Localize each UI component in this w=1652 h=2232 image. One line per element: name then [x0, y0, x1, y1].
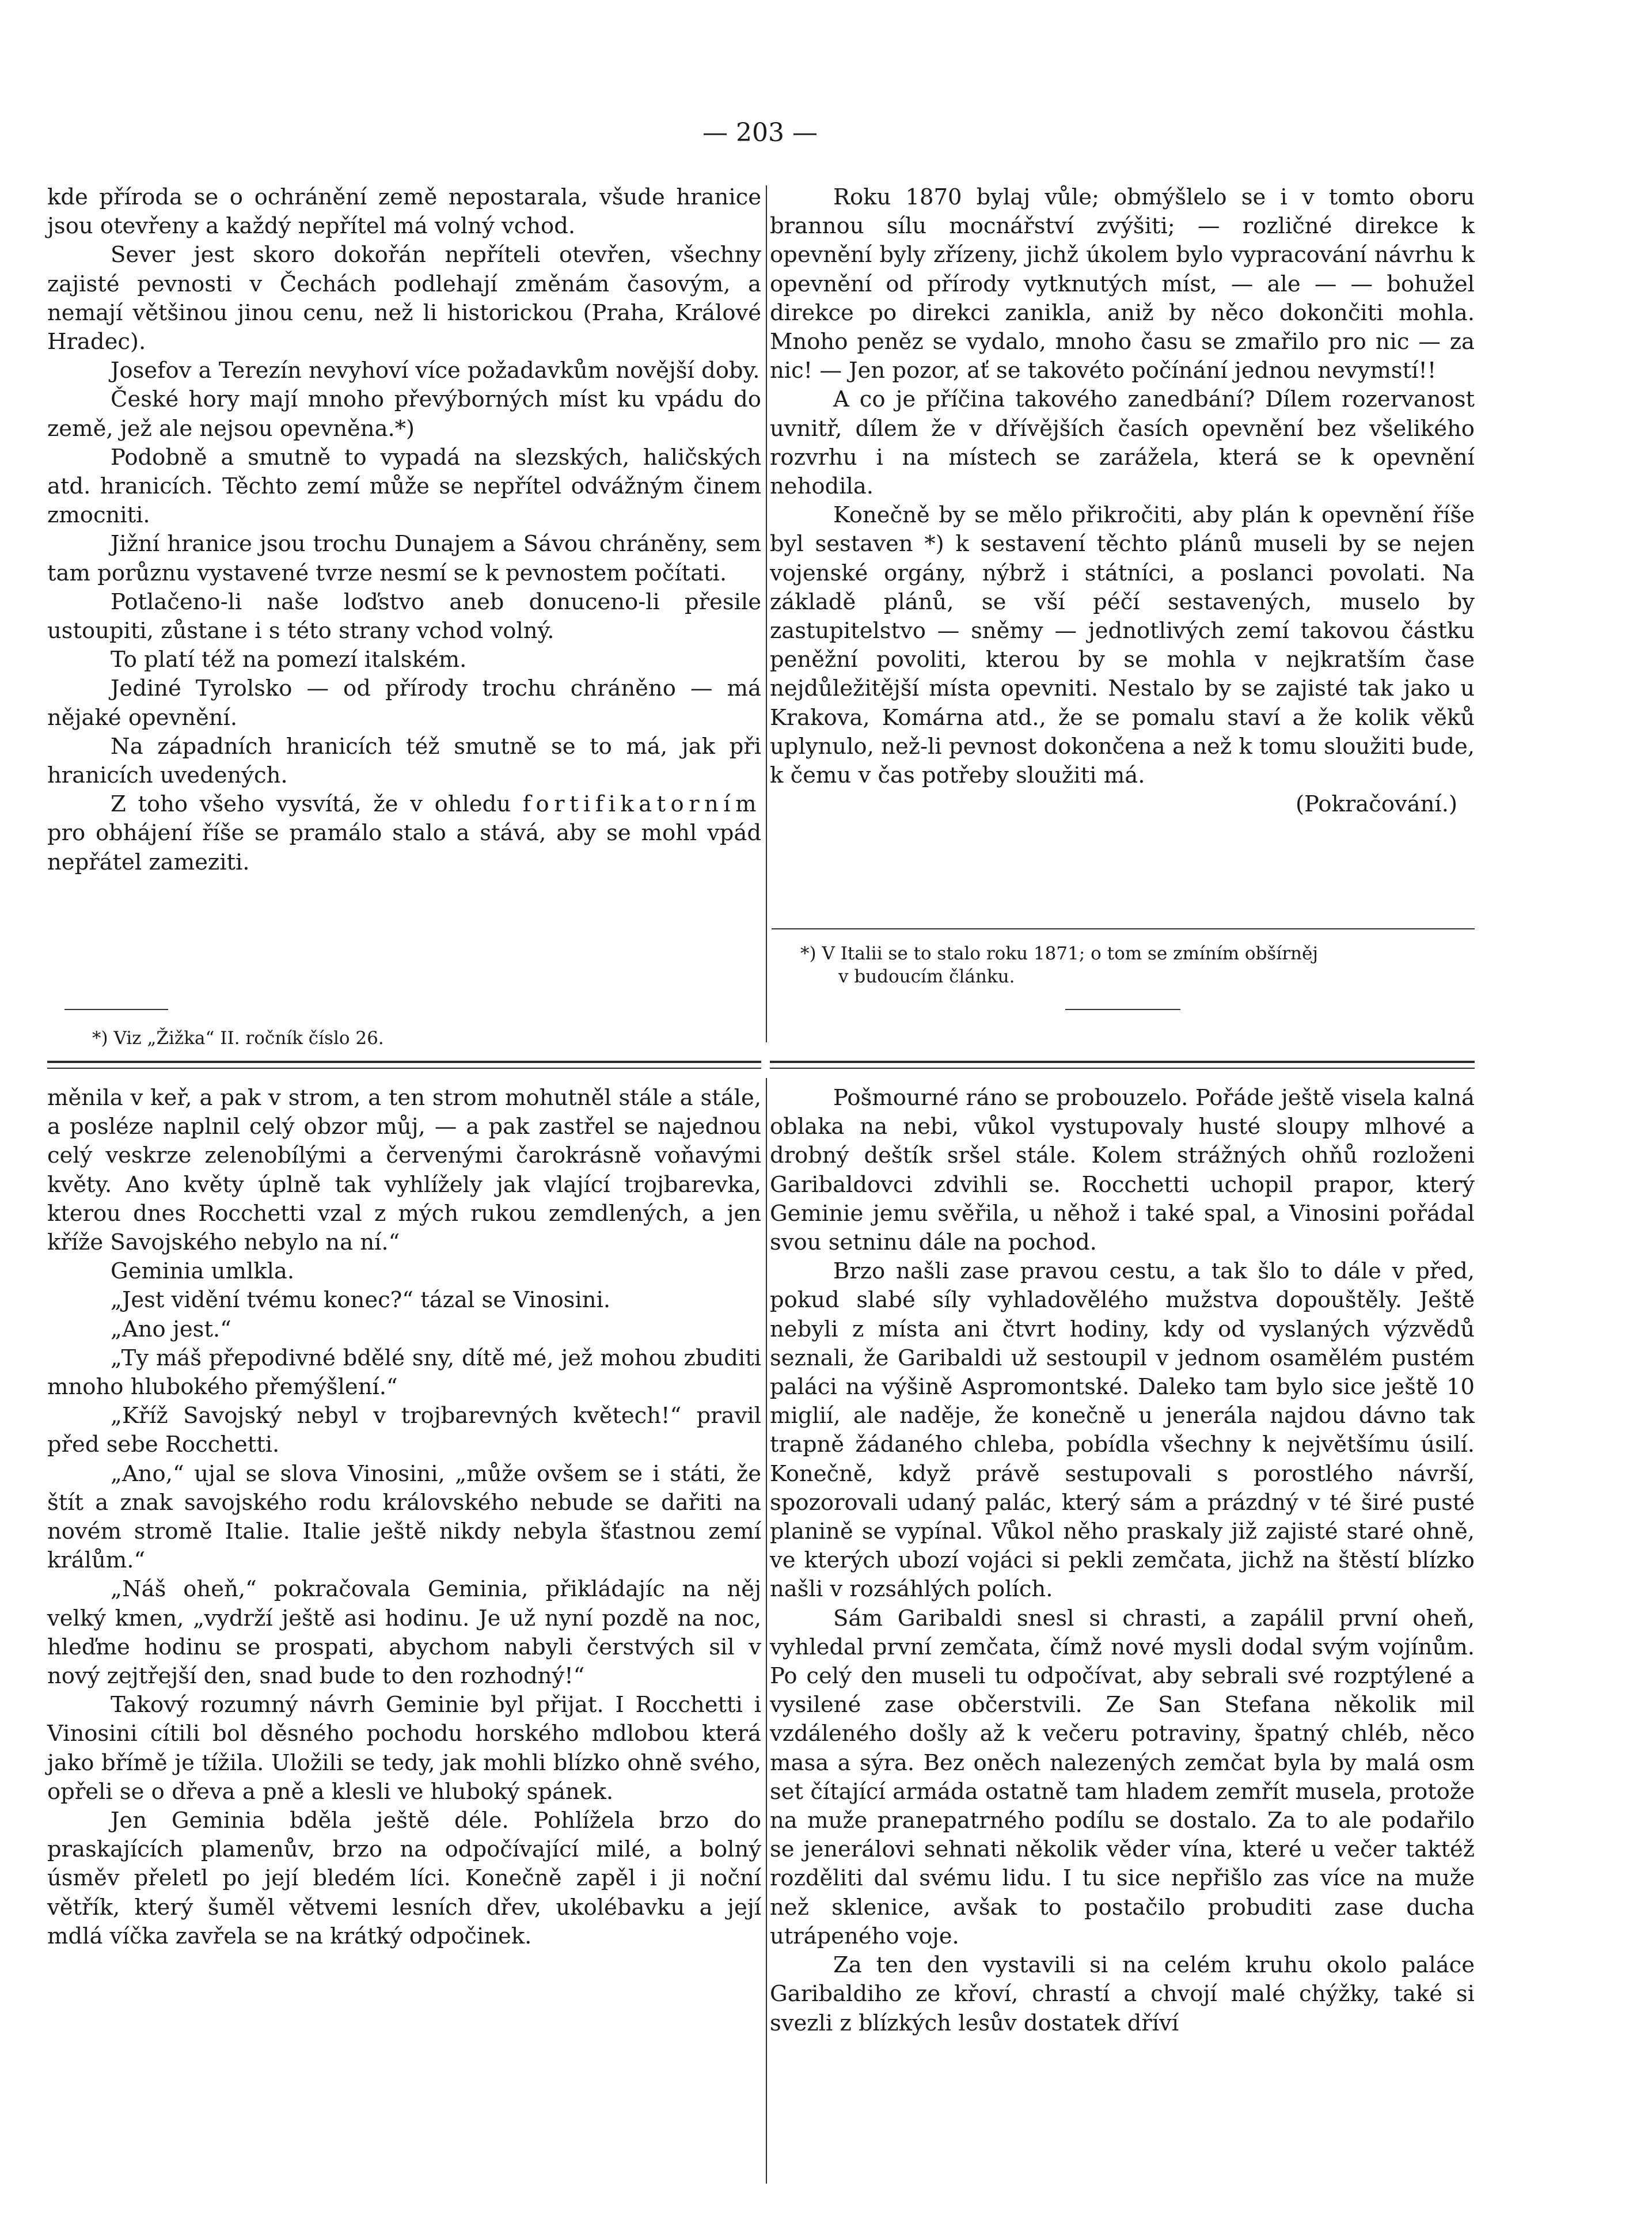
- story-column-bottom-left: [47, 1084, 761, 1951]
- paragraph: Roku 1870 bylaj vůle; obmýšlelo se i v tomto oboru brannou sílu mocnářství zvýšiti; — rozličné direkce k opevnění byly zřízeny, jichž úkolem bylo vypracování návrhu k opevnění od přírody vytknutých míst, — ale — — bohužel direkce po direkci zanikla, aniž by něco dokončiti mohla. Mnoho peněz se vydalo, mnoho času se zmařilo pro nic — za nic! — Jen pozor, ať se takovéto počínání jednou nevymstí!!: [770, 184, 1475, 384]
- paragraph: „Ano,“ ujal se slova Vinosini, „může ovšem se i státi, že štít a znak savojského rodu královského nebude se dařiti na novém stromě Italie. Italie ještě nikdy nebyla šťastnou zemí králům.“: [47, 1460, 761, 1574]
- paragraph: Brzo našli zase pravou cestu, a tak šlo to dále v před, pokud slabé síly vyhladovělého mužstva dopouštěly. Ještě nebyli z místa ani čtvrt hodiny, kdy od vyslaných výzvědů seznali, že Garibaldi už sestoupil v jednom osamělém pustém paláci na výšině Aspromontské. Daleko tam bylo sice ještě 10 miglií, ale naděje, že konečně u jenerála najdou dávno tak trapně žádaného chleba, pobídla všechny k největšímu úsilí. Konečně, když právě sestupovali s porostlého návrší, spozorovali udaný palác, který sám a prázdný v té širé pusté planině se vypínal. Vůkol něho praskaly již zajisté staré ohně, ve kterých ubozí vojáci si pekli zemčata, jichž na štěstí blízko našli v rozsáhlých polích.: [770, 1258, 1475, 1603]
- section-divider-left-thick: [47, 1061, 761, 1063]
- article-column-top-left: [47, 183, 761, 877]
- paragraph: To platí též na pomezí italském.: [111, 647, 467, 673]
- paragraph: Na západních hranicích též smutně se to má, jak při hranicích uvedených.: [47, 733, 761, 789]
- paragraph-conclusion: [47, 790, 761, 877]
- paragraph: Pošmourné ráno se probouzelo. Pořáde ještě visela kalná oblaka na nebi, vůkol vystupovaly husté sloupy mlhové a drobný deštík sršel stále. Kolem strážných ohňů rozloženi Garibaldovci zdvihli se. Rocchetti uchopil prapor, který Geminie jemu svěřila, u něhož i také spal, a Vinosini pořádal svou setninu dále na pochod.: [770, 1085, 1475, 1256]
- paragraph: A co je příčina takového zanedbání? Dílem rozervanost uvnitř, dílem že v dřívějších časích opevnění bez všelikého rozvrhu i na místech se zarážela, která se k opevnění nehodila.: [770, 386, 1475, 500]
- paragraph: Sever jest skoro dokořán nepříteli otevřen, všechny zajisté pevnosti v Čechách podlehají změnám časovým, a nemají většinou jinou cenu, než li historickou (Praha, Králové Hradec).: [47, 242, 761, 355]
- continued-note: (Pokračování.): [1295, 791, 1457, 818]
- page-number: — 203 —: [702, 118, 818, 147]
- paragraph: Za ten den vystavili si na celém kruhu okolo paláce Garibaldiho ze křoví, chrastí a chvojí malé chýžky, také si svezli z blízkých lesův dostatek dříví: [770, 1952, 1475, 2036]
- paragraph: „Jest vidění tvému konec?“ tázal se Vinosini.: [111, 1287, 611, 1314]
- article-column-top-right: [770, 183, 1475, 819]
- paragraph-text: pro obhájení říše se pramálo stalo a stává, aby se mohl vpád nepřátel zameziti.: [47, 820, 761, 875]
- footnote-rule-right-bottom: [1065, 1009, 1180, 1010]
- column-divider-bottom: [766, 1078, 767, 2184]
- paragraph: Potlačeno-li naše loďstvo aneb donuceno-li přesile ustoupiti, zůstane i s této strany vchod volný.: [47, 589, 761, 644]
- footnote-rule-right-top: [772, 928, 1475, 929]
- paragraph: „Kříž Savojský nebyl v trojbarevných květech!“ pravil před sebe Rocchetti.: [47, 1403, 761, 1458]
- paragraph: Josefov a Terezín nevyhoví více požadavkům novější doby.: [111, 358, 760, 384]
- paragraph: Sám Garibaldi snesl si chrasti, a zapálil první oheň, vyhledal první zemčata, čímž nové mysli dodal svým vojínům. Po celý den museli tu odpočívat, aby sebrali své rozptýlené a vysilené zase občerstvili. Ze San Stefana několik mil vzdáleného došly až k večeru potraviny, špatný chléb, něco masa a sýra. Bez oněch nalezených zemčat byla by malá osm set čítající armáda ostatně tam hladem zemřít musela, protože na muže pranepatrného podílu se dostalo. Za to ale podařilo se jenerálovi sehnati několik věder vína, které u večer taktéž rozděliti dal svému lidu. I tu sice nepřišlo zas více na muže než sklenice, avšak to postačilo probuditi zase ducha utrápeného voje.: [770, 1605, 1475, 1949]
- footnote-rule-left: [64, 1009, 168, 1010]
- footnote-left: *) Viz „Žižka“ II. ročník číslo 26.: [92, 1028, 384, 1049]
- paragraph: Konečně by se mělo přikročiti, aby plán k opevnění říše byl sestaven *) k sestavení těchto plánů museli by se nejen vojenské orgány, nýbrž i státníci, a poslanci povolati. Na základě plánů, se vší péčí sestavených, muselo by zastupitelstvo — sněmy — jednotlivých zemí takovou částku peněžní povoliti, kterou by se mohla v nejkratším čase nejdůležitější místa opevniti. Nestalo by se zajisté tak jako u Krakova, Komárna atd., že se pomalu staví a že kolik věků uplynulo, než-li pevnost dokončena a než k tomu sloužiti bude, k čemu v čas potřeby sloužiti má.: [770, 502, 1475, 789]
- paragraph: „Ano jest.“: [111, 1316, 231, 1342]
- paragraph: Jižní hranice jsou trochu Dunajem a Sávou chráněny, sem tam porůznu vystavené tvrze nesmí se k pevnostem počítati.: [47, 531, 761, 586]
- footnote-line: v budoucím článku.: [838, 966, 1015, 987]
- paragraph: „Ty máš přepodivné bdělé sny, dítě mé, jež mohou zbuditi mnoho hlubokého přemýšlení.“: [47, 1345, 761, 1400]
- paragraph: měnila v keř, a pak v strom, a ten strom mohutněl stále a stále, a posléze naplnil celý obzor můj, — a pak zastřel se najednou celý veskrze zelenobílými a červenými čarokrásně voňavými květy. Ano květy úplně tak vyhlížely jak vlající trojbarevka, kterou dnes Rocchetti vzal z mých rukou zemdlených, a jen kříže Savojského nebylo na ní.“: [47, 1085, 761, 1256]
- emphasized-word: fortifikatorním: [522, 791, 761, 818]
- section-divider-right-thick: [770, 1061, 1475, 1063]
- paragraph: Jediné Tyrolsko — od přírody trochu chráněno — má nějaké opevnění.: [47, 675, 761, 731]
- paragraph: Geminia umlkla.: [111, 1258, 295, 1285]
- paragraph: Podobně a smutně to vypadá na slezských, haličských atd. hranicích. Těchto zemí může se nepřítel odvážným činem zmocniti.: [47, 444, 761, 529]
- paragraph: kde příroda se o ochránění země nepostarala, všude hranice jsou otevřeny a každý nepřítel má volný vchod.: [47, 184, 761, 240]
- column-divider-top: [766, 185, 767, 1042]
- section-divider-left-thin: [47, 1068, 761, 1069]
- footnote-line: *) V Italii se to stalo roku 1871; o tom se zmíním obšírněj: [800, 943, 1318, 964]
- story-column-bottom-right: [770, 1084, 1475, 2038]
- section-divider-right-thin: [770, 1068, 1475, 1069]
- footnote-right: [800, 942, 1468, 988]
- paragraph: Jen Geminia bděla ještě déle. Pohlížela brzo do praskajících plamenův, brzo na odpočívající milé, a bolný úsměv přeletl po její bledém líci. Konečně zapěl i ji noční větřík, který šuměl větvemi lesních dřev, ukolébavku a její mdlá víčka zavřela se na krátký odpočinek.: [47, 1808, 761, 1949]
- paragraph: „Náš oheň,“ pokračovala Geminia, přikládajíc na něj velký kmen, „vydrží ještě asi hodinu. Je už nyní pozdě na noc, hleďme hodinu se prospati, abychom nabyli čerstvých sil v nový zejtřejší den, snad bude to den rozhodný!“: [47, 1576, 761, 1690]
- paragraph: České hory mají mnoho převýborných míst ku vpádu do země, jež ale nejsou opevněna.*): [47, 386, 761, 442]
- paragraph-text: Z toho všeho vysvítá, že v ohledu: [111, 791, 523, 818]
- paragraph: Takový rozumný návrh Geminie byl přijat. I Rocchetti i Vinosini cítili bol děsného pochodu horského mdlobou která jako břímě je tížila. Uložili se tedy, jak mohli blízko ohně svého, opřeli se o dřeva a pně a klesli ve hluboký spánek.: [47, 1692, 761, 1805]
